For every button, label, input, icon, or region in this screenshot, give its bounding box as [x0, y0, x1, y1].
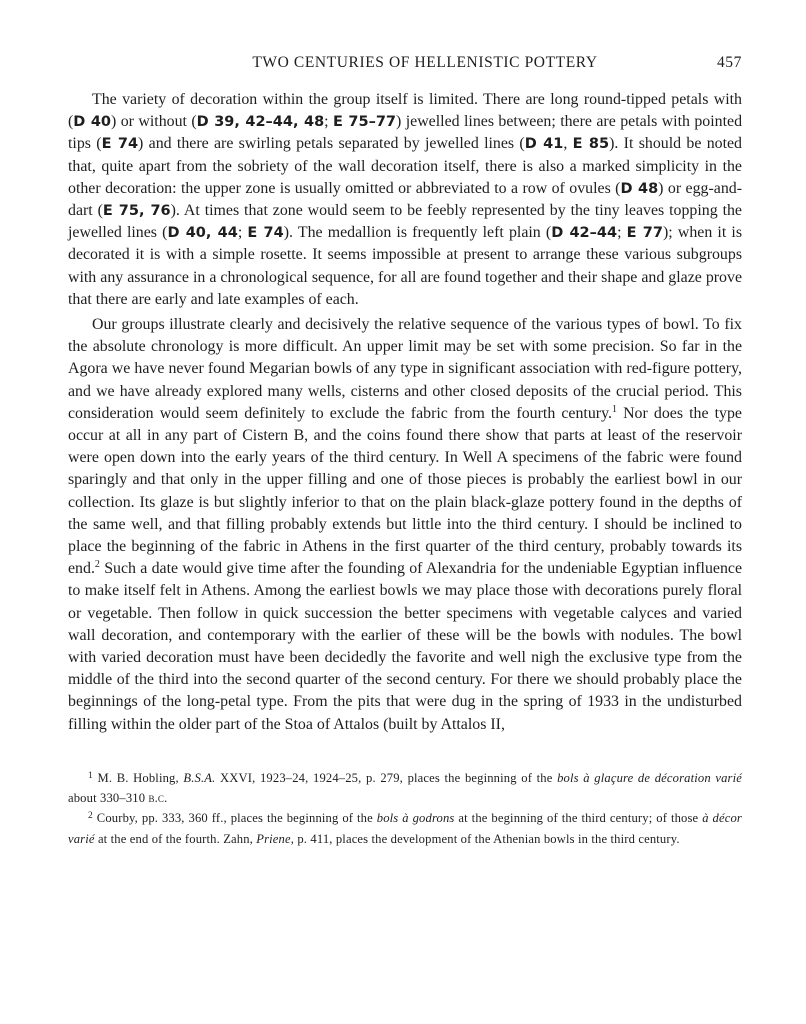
text-run: ); when it is decorated it is with a simple rosette. It seems impossible at present to arrange these various subgroups with any assurance in a chronological sequence, for all are found together and their shape and glaze prove that there are early and late examples of each. [68, 224, 743, 308]
footnote-1 [68, 768, 742, 809]
footnote-mark: 2 [88, 811, 93, 822]
text-run: at the end of the fourth. Zahn, [94, 831, 257, 846]
catalogue-ref: E 85 [572, 136, 610, 153]
catalogue-ref: E 75–77 [333, 114, 397, 131]
page [68, 50, 742, 849]
book-title: Priene [256, 831, 291, 846]
term: à décor varié [68, 811, 742, 846]
catalogue-ref: D 48 [620, 180, 659, 197]
catalogue-ref: D 39, 42–44, 48 [196, 114, 325, 131]
text-run: ) jewelled lines between; there are petals with pointed tips ( [68, 113, 743, 153]
text-run: ) or egg-and-dart ( [68, 179, 742, 220]
text-run: at the beginning of the third century; of those [454, 811, 703, 826]
catalogue-ref: D 40 [73, 114, 112, 131]
text-run: ; [324, 113, 334, 131]
text-run: ). The medallion is frequently left plain ( [283, 224, 552, 242]
catalogue-ref: E 75, 76 [102, 203, 171, 220]
footnote-ref-1[interactable]: 1 [611, 403, 617, 415]
catalogue-ref: D 40, 44 [167, 225, 238, 242]
text-run: Our groups illustrate clearly and decisively the relative sequence of the various types of bowl. To fix the absolute chronology is more difficult. An upper limit may be set with some precision. So far in the Agora we have never found Megarian bowls of any type in significant association with red-figure pottery, and we have already explored many wells, cisterns and other closed deposits of the crucial period. This consideration would seem definitely to exclude the fabric from the fourth century. [68, 316, 742, 422]
catalogue-ref: D 41 [524, 136, 564, 153]
text-run: about 330–310 [68, 791, 149, 806]
text-run: ; [237, 224, 248, 242]
running-title: TWO CENTURIES OF HELLENISTIC POTTERY [252, 54, 598, 71]
running-header [68, 50, 742, 76]
footnote-mark: 1 [88, 770, 93, 781]
catalogue-ref: D 42–44 [551, 225, 618, 242]
text-run: , p. 411, places the development of the Athenian bowls in the third century. [290, 831, 680, 846]
footnote-2 [68, 808, 742, 849]
text-run: ). It should be noted that, quite apart from the sobriety of the wall decoration itself, there is also a marked simplicity in the other decoration: the upper zone is usually omitted or abbreviated to a row of ovules ( [68, 135, 743, 197]
text-run: ; [617, 224, 627, 242]
catalogue-ref: E 74 [101, 136, 139, 153]
catalogue-ref: E 77 [626, 225, 663, 242]
era-abbrev: b.c. [148, 791, 168, 806]
footnotes [68, 768, 742, 849]
text-run: Courby, pp. 333, 360 ff., places the beginning of the [92, 811, 377, 826]
text-run: ) or without ( [111, 113, 197, 131]
footnote-ref-2[interactable]: 2 [94, 559, 100, 571]
text-run: M. B. Hobling, [92, 770, 184, 785]
text-run: ). At times that zone would seem to be feebly represented by the tiny leaves topping the jewelled lines ( [68, 202, 742, 242]
catalogue-ref: E 74 [247, 225, 284, 242]
text-run: XXVI, 1923–24, 1924–25, p. 279, places the beginning of the [215, 770, 558, 785]
text-run: ) and there are swirling petals separated by jewelled lines ( [138, 135, 525, 153]
text-run: The variety of decoration within the group itself is limited. There are long round-tipped petals with ( [68, 91, 742, 131]
term: bols à glaçure de décoration varié [557, 770, 742, 785]
term: bols à godrons [376, 811, 455, 826]
journal-title: B.S.A. [183, 770, 216, 785]
text-run: Such a date would give time after the founding of Alexandria for the undeniable Egyptian influence to make itself felt in Athens. Among the earliest bowls we may place those with decorations purely floral or vegetable. Then follow in quick succession the better specimens with vegetable calyces and varied wall decoration, and contemporary with the earlier of these will be the bowls with nodules. The bowl with varied decoration must have been decidedly the favorite and well nigh the exclusive type from the middle of the third into the second quarter of the second century. For there we should probably place the beginnings of the long-petal type. From the pits that were dug in the spring of 1933 in the undisturbed filling within the older part of the Stoa of Attalos (built by Attalos II, [68, 560, 742, 733]
body-text [68, 89, 742, 736]
paragraph-1 [68, 89, 742, 311]
text-run: Nor does the type occur at all in any part of Cistern B, and the coins found there show that parts at least of the reservoir were open down into the early years of the third century. In Well A specimens of the fabric were found sparingly and that only in the upper filling and one of those pieces is probably the earliest bowl in our collection. Its glaze is but slightly inferior to that on the plain black-glaze pottery found in the depths of the same well, and that filling probably extends but little into the third century. I should be inclined to place the beginning of the fabric in Athens in the first quarter of the third century, probably towards its end. [68, 404, 742, 578]
text-run: , [563, 135, 573, 153]
page-number: 457 [716, 54, 742, 71]
paragraph-2 [68, 314, 742, 736]
